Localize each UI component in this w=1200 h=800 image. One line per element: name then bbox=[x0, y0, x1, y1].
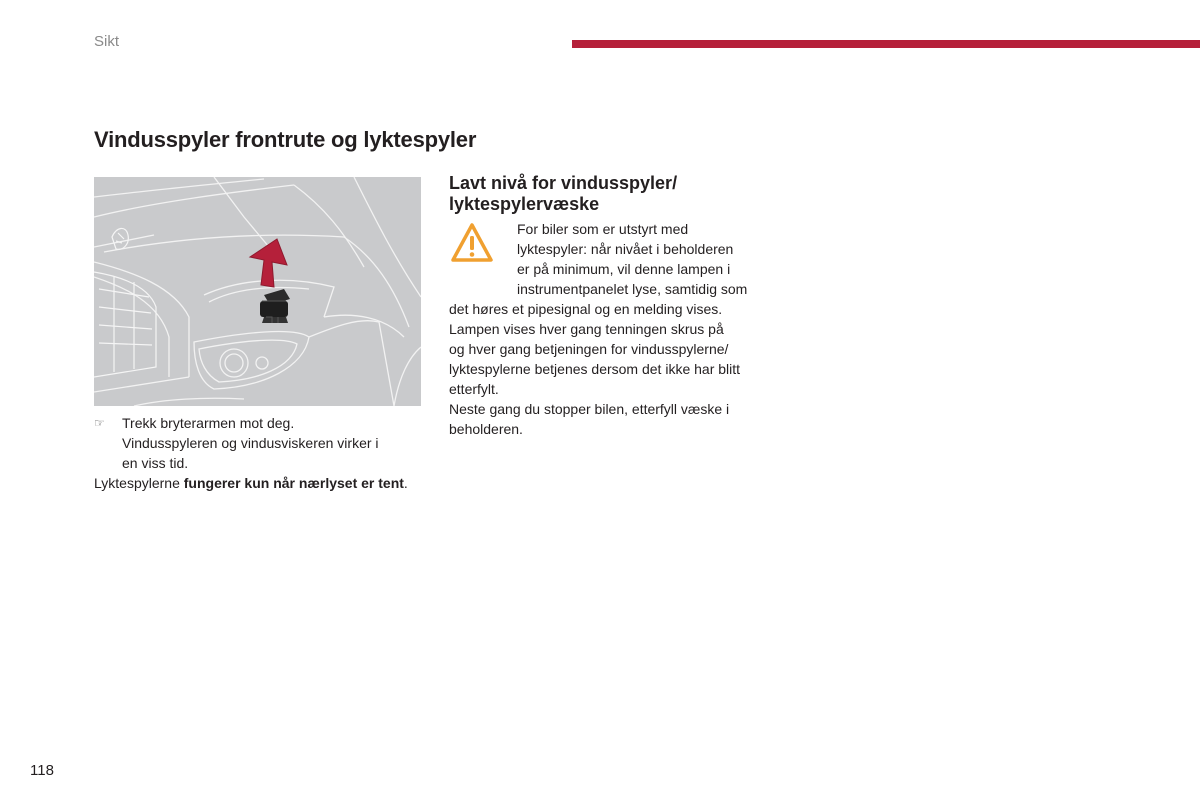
warning-block bbox=[449, 219, 775, 299]
warning-line: instrumentpanelet lyse, samtidig som bbox=[517, 281, 748, 297]
warning-icon-box bbox=[449, 219, 517, 299]
hand-pointer-icon: ☞ bbox=[94, 416, 105, 430]
note-bold: fungerer kun når nærlyset er tent bbox=[183, 475, 404, 491]
heading-line: lyktespylervæske bbox=[449, 194, 600, 214]
low-fluid-heading bbox=[449, 173, 775, 215]
warning-triangle-icon bbox=[449, 221, 495, 265]
instruction-text bbox=[122, 413, 414, 473]
body-line: og hver gang betjeningen for vindusspylerne/ bbox=[449, 341, 729, 357]
instruction-line: Vindusspyleren og vindusviskeren virker i bbox=[122, 435, 379, 451]
right-column bbox=[449, 173, 775, 439]
body-line: Lampen vises hver gang tenningen skrus på bbox=[449, 321, 724, 337]
page-title: Vindusspyler frontrute og lyktespyler bbox=[94, 127, 477, 152]
body-line: det høres et pipesignal og en melding vises. bbox=[449, 301, 723, 317]
left-column bbox=[94, 413, 414, 493]
instruction-line: en viss tid. bbox=[122, 455, 189, 471]
car-front-wiper-stalk-icon bbox=[94, 177, 421, 406]
warning-line: er på minimum, vil denne lampen i bbox=[517, 261, 731, 277]
section-label: Sikt bbox=[94, 33, 120, 50]
body-line: beholderen. bbox=[449, 421, 523, 437]
header-accent-bar bbox=[572, 40, 1200, 48]
instruction-line: Trekk bryterarmen mot deg. bbox=[122, 415, 295, 431]
warning-line: For biler som er utstyrt med bbox=[517, 221, 689, 237]
warning-text bbox=[517, 219, 775, 299]
warning-line: lyktespyler: når nivået i beholderen bbox=[517, 241, 734, 257]
page-number: 118 bbox=[30, 762, 54, 779]
instruction-bullet bbox=[94, 413, 414, 473]
car-illustration bbox=[94, 177, 421, 406]
heading-line: Lavt nivå for vindusspyler/ bbox=[449, 173, 678, 193]
body-line: lyktespylerne betjenes dersom det ikke har blitt bbox=[449, 361, 741, 377]
note-suffix: . bbox=[403, 475, 408, 491]
note-prefix: Lyktespylerne bbox=[94, 475, 184, 491]
body-line: Neste gang du stopper bilen, etterfyll væske i bbox=[449, 401, 730, 417]
body-line: etterfylt. bbox=[449, 381, 499, 397]
headlamp-washer-note bbox=[94, 473, 414, 493]
body-text bbox=[449, 299, 775, 439]
